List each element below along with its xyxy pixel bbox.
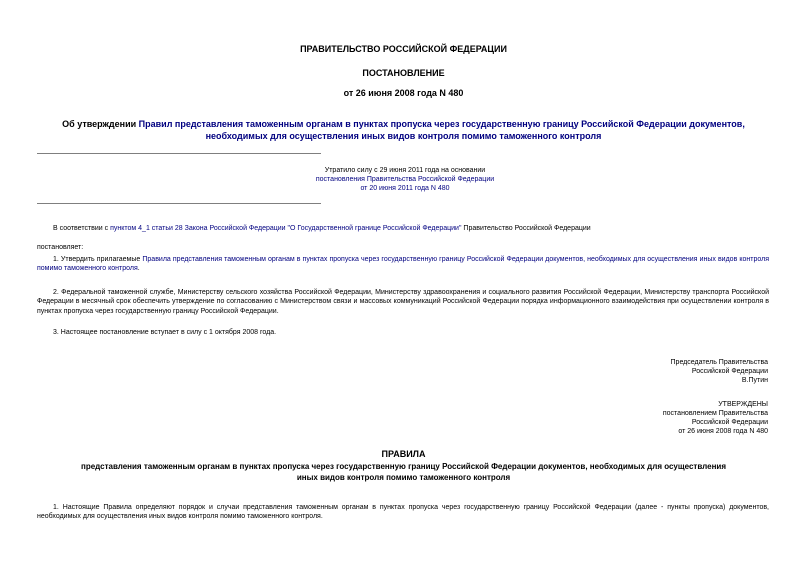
decides-label: постановляет: (37, 244, 84, 251)
rules-paragraph-1: 1. Настоящие Правила определяют порядок и случаи представления таможенным органам в пунктах пропуска через государственную границу Российской Федерации (далее - пункты пропуска) документов, необходимых для осуществления иных видов контроля помимо таможенного контроля. (37, 504, 769, 521)
government-heading: ПРАВИТЕЛЬСТВО РОССИЙСКОЙ ФЕДЕРАЦИИ (300, 44, 507, 54)
repeal-decree-link[interactable]: постановления Правительства Российской Федерации (315, 176, 495, 183)
approval-line-1: УТВЕРЖДЕНЫ (718, 401, 768, 408)
title-line-2 (0, 130, 807, 142)
item-3: 3. Настоящее постановление вступает в силу с 1 октября 2008 года. (53, 329, 277, 336)
rules-heading: ПРАВИЛА (381, 449, 426, 459)
law-reference-link[interactable]: пунктом 4_1 статьи 28 Закона Российской Федерации "О Государственной границе Российской Федерации" (110, 225, 462, 232)
approval-line-3: Российской Федерации (691, 419, 768, 426)
rules-subtitle-line-1: представления таможенным органам в пунктах пропуска через государственную границу Российской Федерации документов, необходимых для осуществления (80, 462, 726, 471)
document-title (0, 118, 807, 142)
signature-line-2: Российской Федерации (691, 368, 768, 375)
divider-bottom (37, 203, 321, 204)
approval-line-4: от 26 июня 2008 года N 480 (678, 428, 768, 435)
status-note-line-1: Утратило силу с 29 июня 2011 года на основании (324, 167, 486, 174)
item-1-prefix: 1. Утвердить прилагаемые (53, 256, 143, 263)
item-2: 2. Федеральной таможенной службе, Министерству сельского хозяйства Российской Федерации, Министерству здравоохранения и социального развития Российской Федерации, Министерству транспорта Российской Федерации в месячный срок обеспечить утверждение по согласованию с Министерством связи и массовых коммуникаций Российской Федерации порядка информационного взаимодействия при осуществлении контроля в пунктах пропуска через государственную границу Российской Федерации. (37, 289, 769, 315)
preamble-prefix: В соответствии с (53, 225, 111, 232)
rules-subtitle-line-2: иных видов контроля помимо таможенного контроля (296, 473, 511, 482)
signature-line-1: Председатель Правительства (670, 359, 768, 366)
item-1 (37, 255, 769, 274)
preamble (53, 224, 773, 233)
divider-top (37, 153, 321, 154)
approval-block (568, 400, 768, 436)
document-type-heading: ПОСТАНОВЛЕНИЕ (362, 68, 445, 78)
preamble-suffix: Правительство Российской Федерации (461, 225, 591, 232)
approved-rules-link[interactable]: Правила представления таможенным органам в пунктах пропуска через государственную границу Российской Федерации документов, необходимых для осуществления иных видов контроля помимо таможенного контроля (37, 256, 769, 273)
document-date-number: от 26 июня 2008 года N 480 (343, 88, 464, 98)
title-prefix: Об утверждении (62, 119, 139, 129)
signature-name: В.Путин (741, 377, 768, 384)
status-note (310, 166, 500, 193)
approval-line-2: постановлением Правительства (662, 410, 768, 417)
rules-subtitle (0, 461, 807, 483)
repeal-decree-date-link[interactable]: от 20 июня 2011 года N 480 (360, 185, 450, 192)
title-rules-link-continued[interactable]: необходимых для осуществления иных видов контроля помимо таможенного контроля (205, 131, 602, 141)
signature-block (568, 358, 768, 385)
item-1-suffix: . (137, 265, 140, 273)
title-line-1 (0, 118, 807, 130)
title-rules-link[interactable]: Правил представления таможенным органам в пунктах пропуска через государственную границу Российской Федерации документов, (138, 119, 745, 129)
